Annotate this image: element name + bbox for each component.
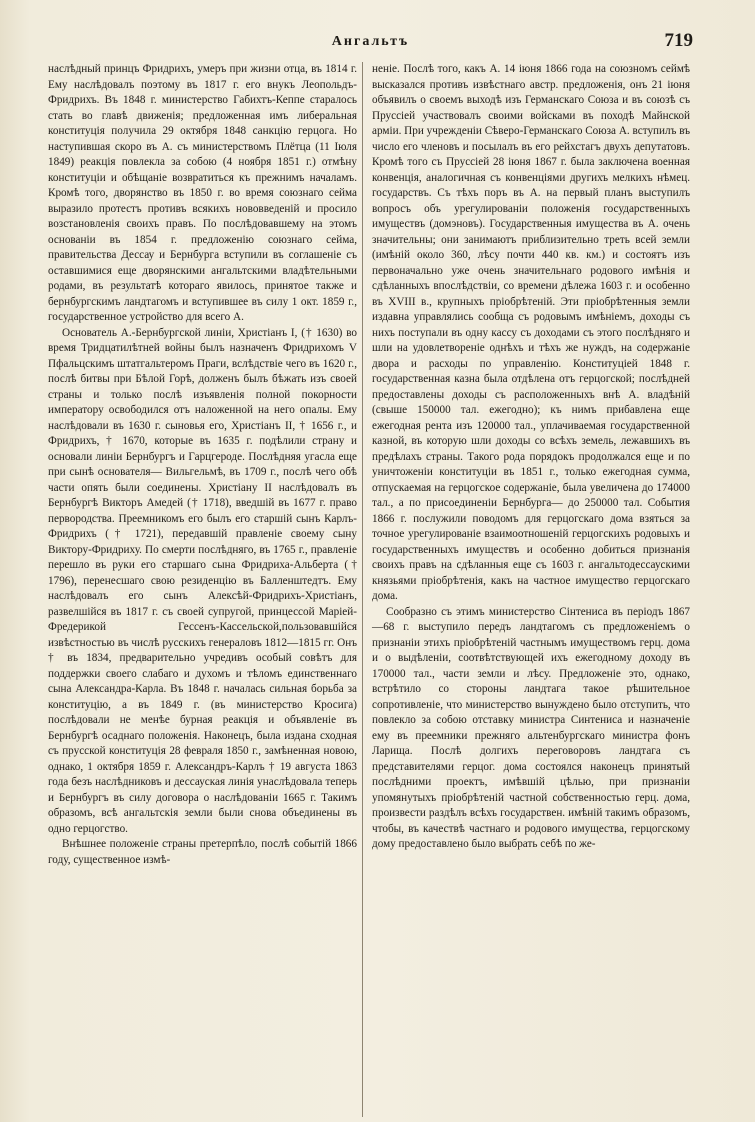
page-number: 719	[664, 30, 693, 51]
paragraph: Основатель А.-Бернбургской линіи, Христіанъ I, († 1630) во время Тридцатилѣтней войны былъ назначенъ Фридрихомъ V Пфальцскимъ штатгальтеромъ Праги, вслѣдствіе чего въ 1620 г., послѣ битвы при Бѣлой Горѣ, долженъ былъ бѣжать изъ своей страны и только послѣ изъявленія полной покорности императору освободился отъ наложенной на него опалы. Ему наслѣдовали въ 1630 г. сыновья его, Христіанъ II, † 1656 г., и Фридрихъ, † 1670, которые въ 1635 г. подѣлили страну и основали линіи Бернбургъ и Гарцгероде. Послѣдняя угасла еще при сынѣ основателя— Вильгельмѣ, въ 1709 г., послѣ чего обѣ части опять были соединены. Христіану II наслѣдовалъ въ Бернбургѣ Викторъ Амедей († 1718), введшій въ 1677 г. право первородства. Преемникомъ его былъ его старшій сынъ Карлъ-Фридрихъ († 1721), передавшій правленіе своему сыну Виктору-Фридриху. По смерти послѣдняго, въ 1765 г., правленіе перешло въ руки его старшаго сына Фридриха-Альберта († 1796), перенесшаго свою резиденцію въ Балленштедтъ. Ему наслѣдовалъ его сынъ Алексѣй-Фридрихъ-Христіанъ, развелшійся въ 1817 г. съ своей супругой, принцессой Маріей-Фредерикой Гессенъ-Кассельской,пользовавшійся извѣстностью въ числѣ русскихъ генераловъ 1812—1815 гг. Онъ † въ 1834, предварительно учредивъ особый совѣтъ для поддержки своего слабаго и духомъ и тѣломъ единственнаго сына Александра-Карла. Въ 1848 г. началась сильная борьба за конституцію, а въ 1849 г. (въ министерство Кросига) послѣдовали не менѣе бурная реакція и объявленіе въ Бернбургѣ осаднаго положенія. Наконецъ, была издана сходная съ прусской конституція 28 февраля 1850 г., замѣненная новою, однако, 1 октября 1859 г. Александръ-Карлъ † 19 августа 1863 года безъ наслѣдниковъ и дессауская линія унаслѣдовала теперь и Бернбургъ въ силу договора о наслѣдованіи 1665 г. Такимъ образомъ, всѣ ангальтскія земли были снова объединены въ одно герцогство.	[48, 326, 357, 835]
paragraph: неніе. Послѣ того, какъ А. 14 іюня 1866 года на союзномъ сеймѣ высказался противъ извѣстнаго австр. предложенія, онъ 21 іюня объявилъ о своемъ выходѣ изъ Германскаго Союза и въ союзѣ съ Пруссіей участвовалъ своими войсками въ походѣ Майнской арміи. При учрежденіи Сѣверо-Германскаго Союза А. вступилъ въ число его членовъ и посылалъ въ его рейхстагъ двухъ депутатовъ. Кромѣ того съ Пруссіей 28 іюня 1867 г. была заключена военная конвенція, аналогичная съ конвенціями другихъ мелкихъ нѣмец. государствъ. Съ тѣхъ поръ въ А. на первый планъ выступилъ вопросъ объ урегулированіи положенія государственныхъ имуществъ (домэновъ). Государственныя имущества въ А. очень значительны; они занимаютъ приблизительно треть всей земли (имѣній около 360, лѣсу почти 440 кв. км.) и состоятъ изъ первоначально уже очень значительнаго родового имѣнія и сдѣланныхъ впослѣдствіи, со времени дѣлежа 1603 г. и особенно въ XVIII в., крупныхъ пріобрѣтеній. Эти пріобрѣтенныя земли издавна управлялись сообща съ родовымъ имѣніемъ, доходы съ нихъ поступали въ одну кассу съ доходами съ этого послѣдняго и шли на удовлетвореніе однѣхъ и тѣхъ же нуждъ, на содержаніе двора и расходы по управленію. Конституціей 1848 г. государственная казна была отдѣлена отъ герцогской; послѣдней предоставлены доходы съ расположенныхъ внѣ А. владѣній (свыше 150000 тал. ежегодно); къ нимъ прибавлена еще ежегодная рента изъ 120000 тал., уплачиваемая государственной казной, въ которую шли доходы со всѣхъ земель, лежавшихъ въ предѣлахъ страны. Такого рода порядокъ продолжался еще и по уничтоженіи конституціи въ 1851 г., только ежегодная сумма, отпускаемая на герцогское содержаніе, была увеличена до 174000 тал., а по присоединеніи Бернбурга— до 250000 тал. События 1866 г. послужили поводомъ для герцогскаго дома взяться за точное урегулированіе взаимоотношеній герцогскихъ родовыхъ и государственныхъ имуществъ и особенно добиться признанія своихъ правъ на сдѣланныя еще съ 1603 г. ангальтодессаускими князьями пріобрѣтенія, какъ на частное имущество герцогскаго дома.	[372, 63, 690, 602]
right-column	[372, 62, 690, 853]
paragraph: Сообразно съ этимъ министерство Сінтениса въ періодъ 1867—68 г. выступило передъ ландтагомъ съ предложеніемъ о признаніи этихъ пріобрѣтеній частнымъ имуществомъ герц. дома и о выдѣленіи, соотвѣтствующей ихъ ежегодному доходу въ 170000 тал., части земли и лѣсу. Предложеніе это, однако, встрѣтило со стороны ландтага такое рѣшительное сопротивленіе, что министерство вынуждено было отступить, что повлекло за собою отставку министра Синтениса и назначеніе ему въ преемники прежняго альтенбургскаго министра фонъ Ларища. Послѣ долгихъ переговоровъ ландтага съ представителями герцог. дома состоялся наконецъ принятый послѣдними проектъ, имѣвшій цѣлью, при признаніи упомянутыхъ пріобрѣтеній частной собственностью герц. дома, произвести раздѣлъ всѣхъ государствен. имѣній такимъ образомъ, чтобы, въ качествѣ частнаго и родового имущества, герцогскому дому предоставлено было выбрать себѣ по же-	[372, 605, 690, 850]
paragraph: наслѣдный принцъ Фридрихъ, умеръ при жизни отца, въ 1814 г. Ему наслѣдовалъ поэтому въ 1817 г. его внукъ Леопольдъ-Фридрихъ. Въ 1848 г. министерство Габихтъ-Кеппе старалось стать во главѣ движенія; предложенная имъ либеральная конституція получила 29 октября 1848 санкцію герцога. Но наступившая скоро въ А. съ министерствомъ Плётца (11 Іюля 1849) реакція повлекла за собою (4 ноября 1851 г.) отмѣну конституціи и обѣщаніе возвратиться къ прежнимъ началамъ. Кромѣ того, дворянство въ 1850 г. во время союзнаго сейма выразило протестъ противъ всякихъ нововведеній и просило возстановленія своихъ правъ. По послѣдовавшему на этомъ основаніи въ 1854 г. предложенію союзнаго сейма, правительства Дессау и Бернбурга вступили въ соглашеніе съ оставшимися еще дворянскими ангальтскими владѣтельными родами, въ результатѣ котораго явилось, принятое также и бернбургскимъ ландтагомъ и вступившее въ силу 1 окт. 1859 г., государственное устройство для всего А.	[48, 63, 357, 323]
paragraph: Внѣшнее положеніе страны претерпѣло, послѣ событій 1866 году, существенное измѣ-	[48, 838, 357, 866]
column-divider	[362, 62, 363, 1117]
left-column	[48, 62, 357, 868]
page-header	[48, 30, 693, 54]
running-head: Ангальтъ	[331, 34, 410, 49]
